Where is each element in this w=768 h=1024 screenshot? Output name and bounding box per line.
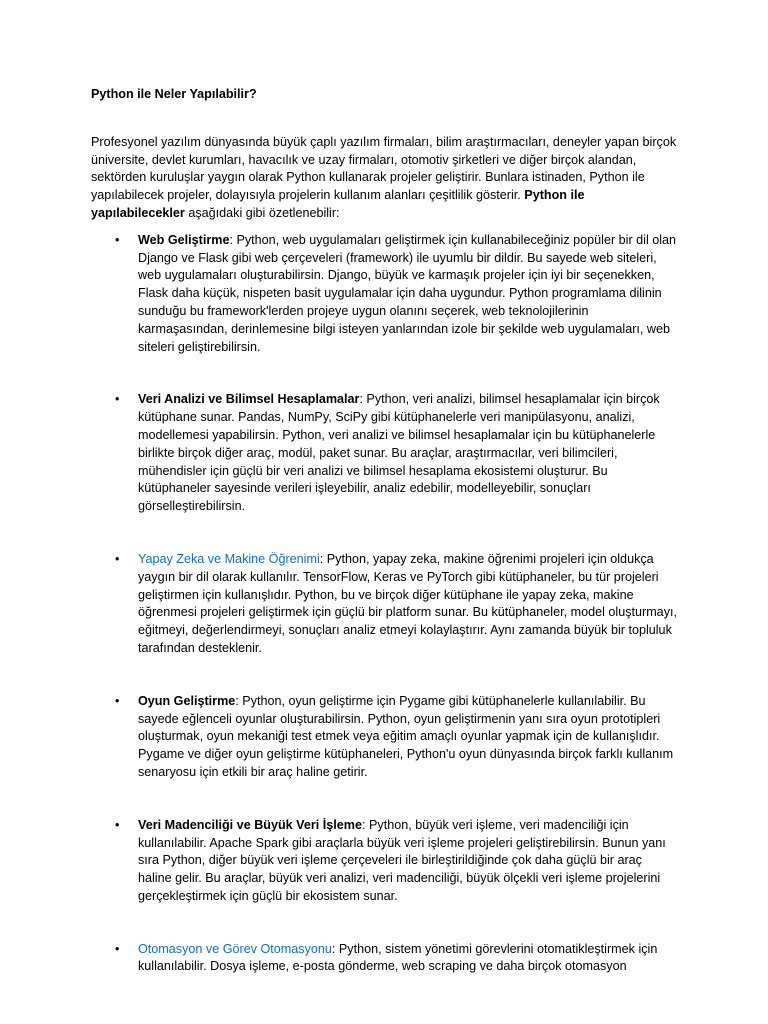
item-term-link[interactable]: Yapay Zeka ve Makine Öğrenimi [138,551,320,566]
item-term: Veri Analizi ve Bilimsel Hesaplamalar [138,392,360,407]
intro-text: Profesyonel yazılım dünyasında büyük çaplı yazılım firmaları, bilim araştırmacıları, deneyler yapan birçok üniversite, devlet kurumları, havacılık ve uzay firmaları, otomotiv şirketleri ve diğer birçok alandan, sektörden kuruluşlar yaygın olarak Python kullanarak projeler geliştirir. Bunlara istinaden, Python ile yapılabilecek projeler, dolayısıyla projelerin kullanım alanları çeşitlilik gösterir. [91,134,677,203]
list-item-web [91,232,678,357]
list-item-automation [91,941,678,977]
intro-tail: aşağıdaki gibi özetlenebilir: [184,205,340,220]
list-item-ai-ml [91,551,678,658]
use-case-list [91,232,678,977]
bullet-icon: • [115,551,120,566]
item-text: : Python, oyun geliştirme için Pygame gibi kütüphanelerle kullanılabilir. Bu sayede eğlenceli oyunlar oluşturabilirsin. Python, oyun geliştirmenin yanı sıra oyun prototipleri oluşturmak, oyun mekaniği test etmek veya eğitim amaçlı oyunlar yapmak için de kullanışlıdır. Pygame ve diğer oyun geliştirme kütüphaneleri, Python'u oyun dünyasında birçok farklı kullanım senaryosu için etkili bir araç haline getirir. [138,693,674,779]
item-text: : Python, veri analizi, bilimsel hesaplamalar için birçok kütüphane sunar. Pandas, NumPy, SciPy gibi kütüphanelerle veri manipülasyonu, analizi, modellemesi yapabilirsin. Python, veri analizi ve bilimsel hesaplamalar için bu kütüphanelerle birlikte birçok diğer araç, modül, paket sunar. Bu araçlar, araştırmacılar, veri bilimcileri, mühendisler için güçlü bir veri analizi ve bilimsel hesaplama ekosistemi oluşturur. Bu kütüphaneler sayesinde verileri işleyebilir, analiz edebilir, modelleyebilir, sonuçları görselleştirebilirsin. [138,392,660,514]
item-text: : Python, büyük veri işleme, veri madenciliği için kullanılabilir. Apache Spark gibi araçlarla büyük veri işleme projeleri geliştirebilirsin. Bunun yanı sıra Python, diğer büyük veri işleme çerçeveleri ile birleştirildiğinde çok daha güçlü bir araç haline gelir. Bu araçlar, büyük veri analizi, veri madenciliği, büyük ölçekli veri işleme projelerini gerçekleştirmek için güçlü bir ekosistem sunar. [138,817,666,903]
bullet-icon: • [115,941,120,956]
bullet-icon: • [115,232,120,247]
list-item-game-dev [91,693,678,782]
item-text: : Python, web uygulamaları geliştirmek için kullanabileceğiniz popüler bir dil olan Django ve Flask gibi web çerçeveleri (framework) ile uyumlu bir dildir. Bu sayede web siteleri, web uygulamaları oluşturabilirsin. Django, büyük ve karmaşık projeler için iyi bir seçenekken, Flask daha küçük, nispeten basit uygulamalar için daha uygundur. Python programlama dilinin sunduğu bu framework'lerden projeye uygun olanını seçerek, web teknolojilerinin karmaşasından, derinlemesine bilgi isteyen yanlarından izole bir şekilde web uygulamaları, web siteleri geliştirebilirsin. [138,232,677,354]
item-text: : Python, yapay zeka, makine öğrenimi projeleri için oldukça yaygın bir dil olarak kullanılır. TensorFlow, Keras ve PyTorch gibi kütüphaneler, bu tür projeleri geliştirmen için kullanışlıdır. Python, bu ve birçok diğer kütüphane ile yapay zeka, makine öğrenmesi projeleri geliştirmek için güçlü bir platform sunar. Bu kütüphaneler, model oluşturmayı, eğitmeyi, değerlendirmeyi, sonuçları analiz etmeyi kolaylaştırır. Aynı zamanda büyük bir topluluk tarafından desteklenir. [138,551,677,655]
document-title: Python ile Neler Yapılabilir? [91,87,257,101]
bullet-icon: • [115,693,120,708]
intro-bold-phrase: Python ile yapılabilecekler [91,188,585,220]
bullet-icon: • [115,392,120,407]
item-text: : Python, sistem yönetimi görevlerini otomatikleştirmek için kullanılabilir. Dosya işleme, e-posta gönderme, web scraping ve daha birçok otomasyon [138,941,658,974]
list-item-data-analysis [91,391,678,516]
item-term: Oyun Geliştirme [138,693,236,708]
item-term: Veri Madenciliği ve Büyük Veri İşleme [138,817,362,832]
list-item-big-data [91,817,678,906]
bullet-icon: • [115,817,120,832]
item-term: Web Geliştirme [138,232,230,247]
item-term-link[interactable]: Otomasyon ve Görev Otomasyonu [138,941,332,956]
intro-paragraph [91,134,678,223]
